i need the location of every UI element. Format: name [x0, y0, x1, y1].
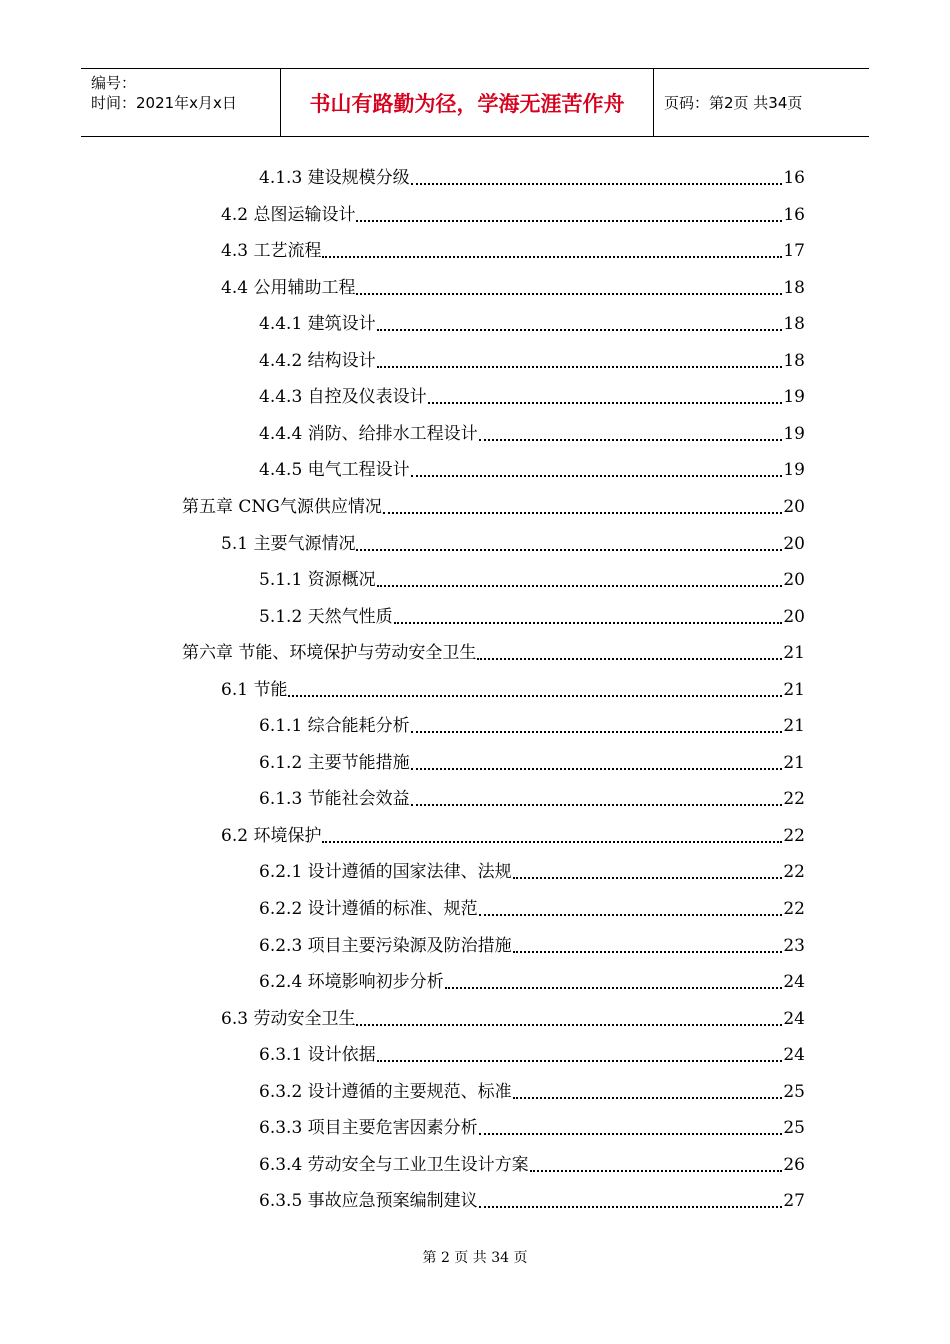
toc-entry[interactable] — [259, 555, 805, 591]
toc-entry[interactable] — [259, 957, 805, 993]
toc-entry[interactable] — [259, 592, 805, 628]
toc-entry-page-number: 21 — [783, 716, 805, 737]
toc-entry-page-number: 20 — [783, 533, 805, 554]
toc-dot-leader — [479, 1132, 783, 1135]
toc-entry-label: 5.1 主要气源情况 — [221, 533, 356, 554]
toc-entry-page-number: 22 — [783, 789, 805, 810]
toc-entry-page-number: 20 — [783, 570, 805, 591]
toc-dot-leader — [356, 1023, 782, 1026]
toc-entry-page-number: 25 — [783, 1118, 805, 1139]
toc-entry-page-number: 16 — [783, 168, 805, 188]
toc-dot-leader — [479, 913, 783, 916]
toc-entry-page-number: 19 — [783, 423, 805, 444]
toc-entry-page-number: 17 — [783, 241, 805, 262]
toc-entry-label: 6.2 环境保护 — [221, 825, 322, 846]
toc-entry-label: 5.1.1 资源概况 — [259, 570, 376, 591]
toc-entry[interactable] — [259, 884, 805, 920]
toc-entry[interactable] — [259, 372, 805, 408]
toc-entry-label: 6.2.1 设计遵循的国家法律、法规 — [259, 862, 512, 883]
toc-entry-page-number: 27 — [783, 1191, 805, 1212]
toc-entry-page-number: 22 — [783, 862, 805, 883]
toc-entry-page-number: 18 — [783, 277, 805, 298]
toc-dot-leader — [377, 1059, 783, 1062]
toc-dot-leader — [411, 803, 783, 806]
toc-entry-label: 6.3.3 项目主要危害因素分析 — [259, 1118, 478, 1139]
toc-dot-leader — [411, 182, 783, 185]
toc-entry-page-number: 19 — [783, 387, 805, 408]
toc-entry-label: 4.4.5 电气工程设计 — [259, 460, 410, 481]
toc-entry-label: 6.2.4 环境影响初步分析 — [259, 972, 444, 993]
toc-entry-label: 6.3.2 设计遵循的主要规范、标准 — [259, 1081, 512, 1102]
toc-entry-label: 6.1 节能 — [221, 679, 288, 700]
toc-entry[interactable] — [259, 1103, 805, 1139]
toc-entry-label: 4.2 总图运输设计 — [221, 204, 356, 225]
toc-entry-label: 6.3 劳动安全卫生 — [221, 1008, 356, 1029]
header-page-info: 页码：第2页 共34页 — [664, 94, 803, 112]
toc-entry-label: 6.3.5 事故应急预案编制建议 — [259, 1191, 478, 1212]
toc-entry[interactable] — [182, 482, 805, 518]
toc-entry[interactable] — [259, 1176, 805, 1212]
toc-entry-label: 4.3 工艺流程 — [221, 241, 322, 262]
toc-entry[interactable] — [259, 738, 805, 774]
toc-entry-page-number: 21 — [783, 752, 805, 773]
toc-dot-leader — [356, 292, 782, 295]
toc-entry[interactable] — [259, 921, 805, 957]
toc-dot-leader — [479, 1205, 783, 1208]
page-footer: 第 2 页 共 34 页 — [422, 1250, 528, 1266]
toc-entry-label: 6.2.3 项目主要污染源及防治措施 — [259, 935, 512, 956]
toc-entry[interactable] — [259, 1067, 805, 1103]
toc-dot-leader — [530, 1169, 783, 1172]
toc-entry-page-number: 26 — [783, 1154, 805, 1175]
toc-dot-leader — [479, 438, 783, 441]
toc-dot-leader — [411, 730, 783, 733]
toc-entry[interactable] — [221, 519, 805, 555]
toc-dot-leader — [513, 876, 783, 879]
toc-dot-leader — [356, 548, 782, 551]
toc-entry[interactable] — [221, 994, 805, 1030]
toc-entry-label: 4.1.3 建设规模分级 — [259, 168, 410, 188]
document-date-label: 时间：2021年x月x日 — [91, 94, 237, 112]
toc-entry[interactable] — [221, 263, 805, 299]
toc-entry-page-number: 22 — [783, 825, 805, 846]
toc-entry[interactable] — [259, 153, 805, 189]
toc-entry-label: 4.4.2 结构设计 — [259, 350, 376, 371]
toc-dot-leader — [322, 840, 782, 843]
toc-entry-label: 6.3.4 劳动安全与工业卫生设计方案 — [259, 1154, 529, 1175]
toc-entry-label: 4.4.3 自控及仪表设计 — [259, 387, 427, 408]
toc-dot-leader — [477, 657, 782, 660]
toc-dot-leader — [377, 328, 783, 331]
toc-dot-leader — [513, 1096, 783, 1099]
toc-entry[interactable] — [259, 1140, 805, 1176]
toc-dot-leader — [513, 950, 783, 953]
toc-entry-page-number: 18 — [783, 314, 805, 335]
toc-entry-page-number: 24 — [783, 1008, 805, 1029]
toc-entry-label: 6.1.1 综合能耗分析 — [259, 716, 410, 737]
toc-dot-leader — [411, 767, 783, 770]
toc-entry[interactable] — [221, 190, 805, 226]
toc-dot-leader — [445, 986, 783, 989]
toc-dot-leader — [322, 255, 782, 258]
toc-entry-page-number: 16 — [783, 204, 805, 225]
toc-entry-label: 4.4.4 消防、给排水工程设计 — [259, 423, 478, 444]
toc-entry[interactable] — [182, 628, 805, 664]
toc-dot-leader — [377, 365, 783, 368]
toc-entry[interactable] — [259, 299, 805, 335]
toc-entry[interactable] — [259, 336, 805, 372]
page-header — [81, 68, 869, 137]
toc-dot-leader — [288, 694, 782, 697]
toc-entry-label: 6.1.3 节能社会效益 — [259, 789, 410, 810]
toc-entry-page-number: 25 — [783, 1081, 805, 1102]
toc-entry[interactable] — [259, 445, 805, 481]
toc-dot-leader — [377, 584, 783, 587]
toc-entry[interactable] — [221, 811, 805, 847]
header-motto: 书山有路勤为径，学海无涯苦作舟 — [281, 69, 654, 136]
toc-entry-label: 4.4 公用辅助工程 — [221, 277, 356, 298]
toc-entry-page-number: 24 — [783, 972, 805, 993]
toc-entry-page-number: 24 — [783, 1045, 805, 1066]
toc-entry[interactable] — [259, 701, 805, 737]
toc-entry[interactable] — [221, 665, 805, 701]
toc-dot-leader — [383, 511, 782, 514]
toc-entry-page-number: 20 — [783, 496, 805, 517]
toc-entry-label: 第六章 节能、环境保护与劳动安全卫生 — [182, 643, 477, 664]
toc-entry-label: 6.3.1 设计依据 — [259, 1045, 376, 1066]
toc-entry-page-number: 18 — [783, 350, 805, 371]
toc-entry[interactable] — [259, 847, 805, 883]
toc-dot-leader — [411, 474, 783, 477]
toc-entry[interactable] — [259, 774, 805, 810]
toc-entry-page-number: 21 — [783, 643, 805, 664]
document-number-label: 编号： — [91, 74, 137, 92]
toc-entry-label: 6.1.2 主要节能措施 — [259, 752, 410, 773]
header-left-cell — [81, 69, 281, 136]
toc-entry-label: 第五章 CNG气源供应情况 — [182, 496, 382, 517]
toc-entry[interactable] — [259, 409, 805, 445]
toc-entry[interactable] — [221, 226, 805, 262]
toc-entry-page-number: 20 — [783, 606, 805, 627]
toc-entry[interactable] — [259, 1030, 805, 1066]
toc-entry-page-number: 19 — [783, 460, 805, 481]
toc-entry-page-number: 21 — [783, 679, 805, 700]
toc-dot-leader — [394, 621, 783, 624]
toc-entry-label: 5.1.2 天然气性质 — [259, 606, 393, 627]
toc-dot-leader — [428, 401, 783, 404]
toc-dot-leader — [356, 219, 782, 222]
toc-entry-page-number: 23 — [783, 935, 805, 956]
toc-entry-page-number: 22 — [783, 899, 805, 919]
toc-entry-label: 4.4.1 建筑设计 — [259, 314, 376, 335]
toc-entry-label: 6.2.2 设计遵循的标准、规范 — [259, 899, 478, 919]
